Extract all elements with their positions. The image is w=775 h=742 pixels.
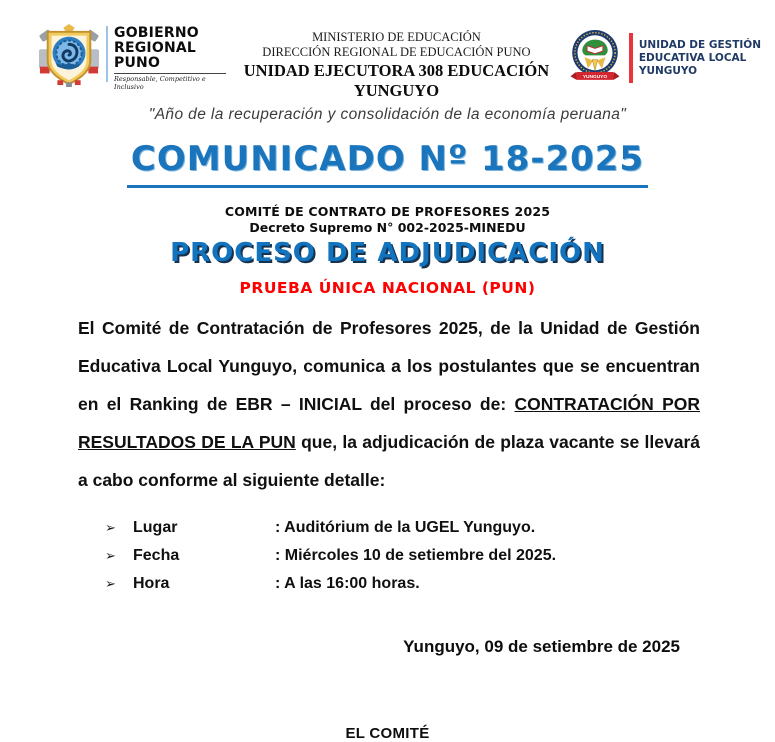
gobierno-regional-puno-block xyxy=(38,24,226,91)
ugel-name-line: YUNGUYO xyxy=(638,64,698,77)
date-line: Yunguyo, 09 de setiembre de 2025 xyxy=(403,636,680,656)
arrow-bullet-icon: ➢ xyxy=(105,520,116,536)
detail-value: : A las 16:00 horas. xyxy=(275,574,420,592)
ministry-line1: MINISTERIO DE EDUCACIÓN xyxy=(312,30,481,44)
body-text-underlined: CONTRATACIÓN POR RESULTADOS DE LA PUN xyxy=(78,393,700,452)
ugel-yunguyo-seal-icon xyxy=(567,28,623,88)
list-item-lugar xyxy=(105,519,775,547)
document-header xyxy=(0,24,775,100)
body-text-part1: El Comité de Contratación de Profesores 2025, de la Unidad de Gestión Educativa Local Yunguyo, comunica a los postulantes que se encuentran en el Ranking de EBR – INICIAL del proceso de: xyxy=(78,317,700,414)
header-left-divider xyxy=(106,26,108,82)
ugel-name-line: EDUCATIVA LOCAL xyxy=(638,51,747,64)
committee-subtitle: COMITÉ DE CONTRATO DE PROFESORES 2025 xyxy=(224,203,551,219)
ugel-seal-ribbon-text: YUNGUYO xyxy=(582,75,608,81)
body-paragraph xyxy=(78,309,700,499)
detail-label: Fecha xyxy=(133,546,180,564)
detail-value: : Miércoles 10 de setiembre del 2025. xyxy=(275,546,557,564)
ministry-line2: DIRECCIÓN REGIONAL DE EDUCACIÓN PUNO xyxy=(262,45,531,59)
grp-name-line: REGIONAL xyxy=(114,40,197,56)
signature-line: EL COMITÉ xyxy=(345,724,430,742)
arrow-bullet-icon: ➢ xyxy=(105,548,116,564)
list-item-hora xyxy=(105,575,775,603)
gobierno-regional-puno-name xyxy=(114,24,226,91)
grp-slogan: Responsable, Competitivo e Inclusivo xyxy=(114,73,226,91)
ugel-name-line: UNIDAD DE GESTIÓN xyxy=(638,38,761,51)
ugel-yunguyo-name xyxy=(639,39,761,78)
year-motto: "Año de la recuperación y consolidación de la economía peruana" xyxy=(148,106,627,123)
ugel-yunguyo-block xyxy=(567,24,761,88)
ministry-line3: UNIDAD EJECUTORA 308 EDUCACIÓN YUNGUYO xyxy=(243,61,550,100)
detail-value: : Auditórium de la UGEL Yunguyo. xyxy=(275,518,536,536)
gobierno-regional-puno-seal-icon xyxy=(38,24,100,88)
ugel-red-separator xyxy=(629,33,633,83)
decree-subtitle: Decreto Supremo N° 002-2025-MINEDU xyxy=(249,219,526,235)
grp-name-line: PUNO xyxy=(114,55,161,71)
detail-label: Hora xyxy=(133,574,170,592)
pun-heading: PRUEBA ÚNICA NACIONAL (PUN) xyxy=(239,278,536,297)
grp-name-line: GOBIERNO xyxy=(114,25,199,41)
list-item-fecha xyxy=(105,547,775,575)
ministry-heading xyxy=(226,24,567,101)
body-text-part2: que, la adjudicación de plaza vacante se llevará a cabo conforme al siguiente detalle: xyxy=(78,431,700,490)
arrow-bullet-icon: ➢ xyxy=(105,576,116,592)
detail-label: Lugar xyxy=(133,518,178,536)
event-details-list xyxy=(105,519,775,603)
comunicado-title: COMUNICADO Nº 18-2025 xyxy=(127,142,648,188)
adjudication-heading: PROCESO DE ADJUDICACIÓN xyxy=(170,237,605,268)
